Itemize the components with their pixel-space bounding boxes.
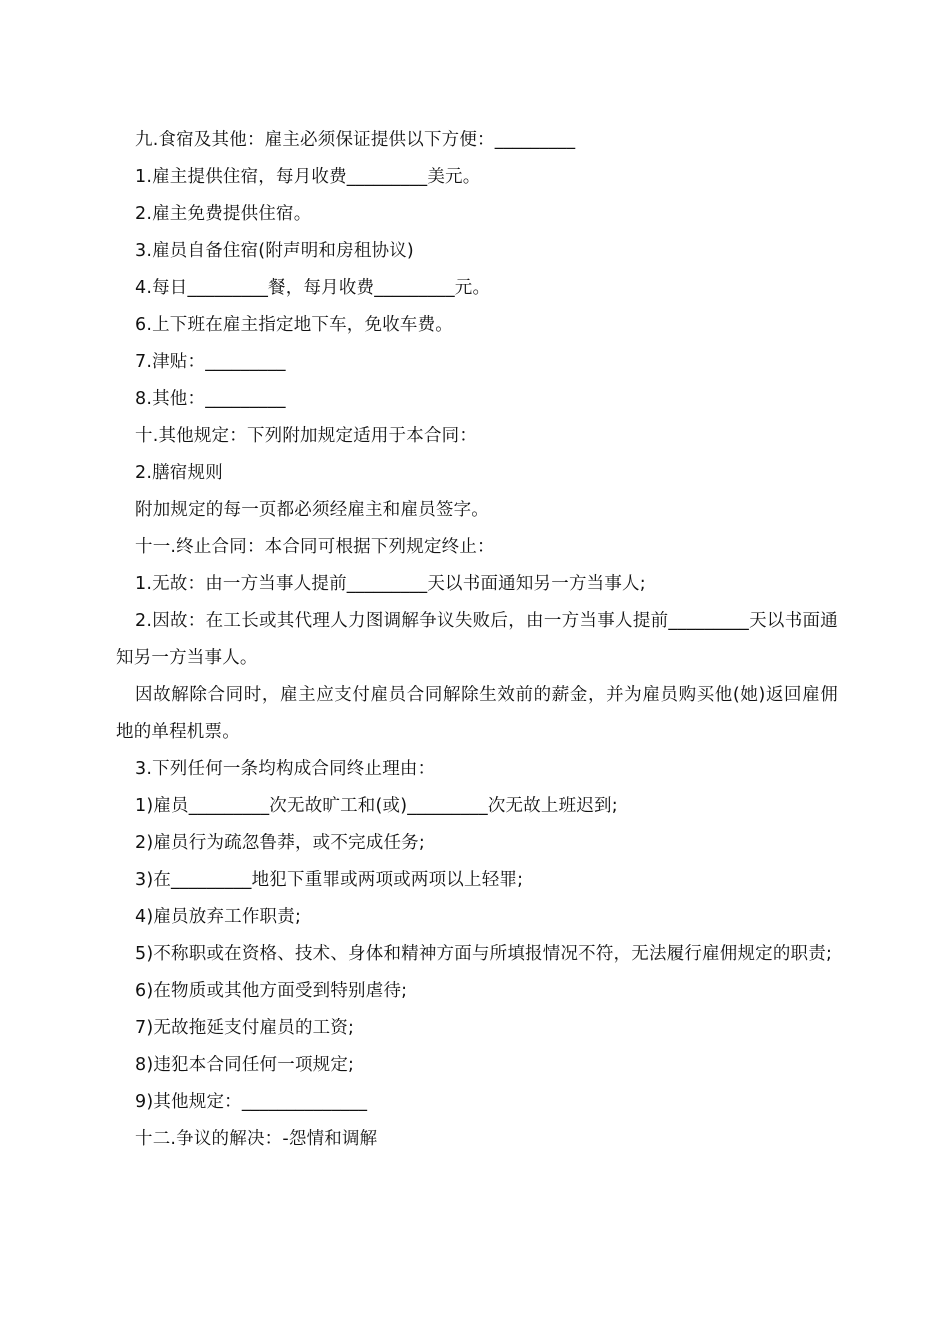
paragraph-9-2: 2.雇主免费提供住宿。 [135,204,312,224]
document-body [116,122,838,1158]
list-item-9: 9)其他规定：______________ [135,1092,368,1112]
paragraph-11-termination-payment: 因故解除合同时，雇主应支付雇员合同解除生效前的薪金，并为雇员购买他(她)返回雇佣地的单程机票。 [116,685,838,742]
paragraph-9-6: 6.上下班在雇主指定地下车，免收车费。 [135,315,453,335]
paragraph-9-4: 4.每日_________餐，每月收费_________元。 [135,278,491,298]
paragraph-11-1: 1.无故：由一方当事人提前_________天以书面通知另一方当事人; [135,574,646,594]
list-item-5: 5)不称职或在资格、技术、身体和精神方面与所填报情况不符，无法履行雇佣规定的职责; [135,944,833,964]
list-item-4: 4)雇员放弃工作职责; [135,907,302,927]
paragraph-9-8: 8.其他：_________ [135,389,286,409]
list-item-8: 8)违犯本合同任何一项规定; [135,1055,355,1075]
paragraph-9-3: 3.雇员自备住宿(附声明和房租协议) [135,241,414,261]
paragraph-10-signature-note: 附加规定的每一页都必须经雇主和雇员签字。 [135,500,489,520]
section-12-heading: 十二.争议的解决：-怨情和调解 [135,1129,378,1149]
list-item-7: 7)无故拖延支付雇员的工资; [135,1018,355,1038]
section-10-heading: 十.其他规定：下列附加规定适用于本合同： [135,426,478,446]
paragraph-10-2: 2.膳宿规则 [135,463,223,483]
list-item-6: 6)在物质或其他方面受到特别虐待; [135,981,408,1001]
paragraph-11-3: 3.下列任何一条均构成合同终止理由： [135,759,436,779]
list-item-2: 2)雇员行为疏忽鲁莽，或不完成任务; [135,833,425,853]
list-item-1: 1)雇员_________次无故旷工和(或)_________次无故上班迟到; [135,796,618,816]
paragraph-11-2: 2.因故：在工长或其代理人力图调解争议失败后，由一方当事人提前_________天以书面通知另一方当事人。 [116,611,838,668]
section-11-heading: 十一.终止合同：本合同可根据下列规定终止： [135,537,495,557]
list-item-3: 3)在_________地犯下重罪或两项或两项以上轻罪; [135,870,524,890]
section-9-heading: 九.食宿及其他：雇主必须保证提供以下方便：_________ [135,130,576,150]
paragraph-9-7: 7.津贴：_________ [135,352,286,372]
paragraph-9-1: 1.雇主提供住宿，每月收费_________美元。 [135,167,481,187]
